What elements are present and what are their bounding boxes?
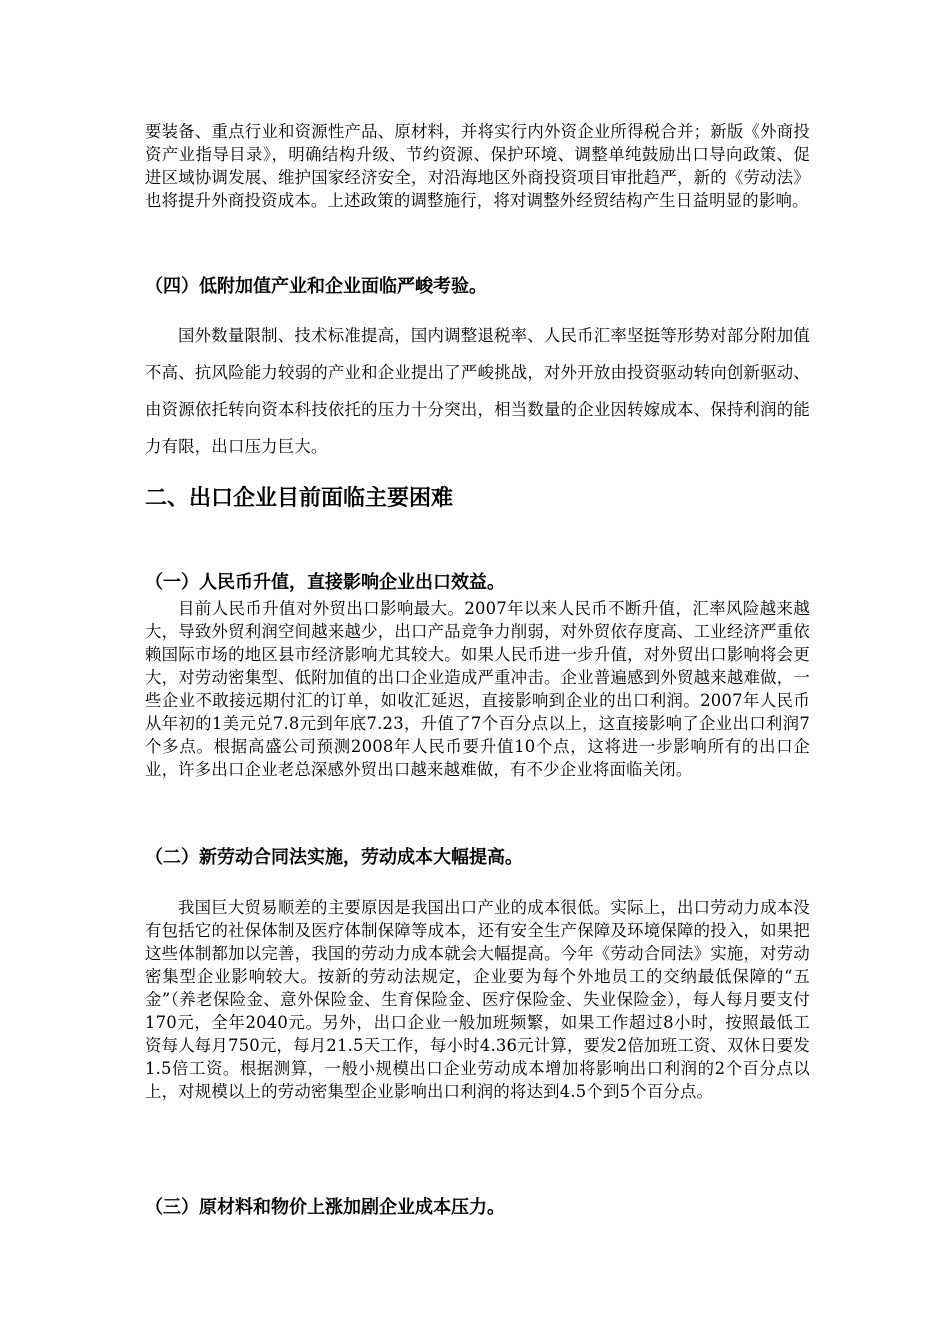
paragraph-labor-contract-law: 我国巨大贸易顺差的主要原因是我国出口产业的成本很低。实际上，出口劳动力成本没有包括它的社保体制及医疗体制保障等成本，还有安全生产保障及环境保障的投入，如果把这些体制都加以完善，我国的劳动力成本就会大幅提高。今年《劳动合同法》实施，对劳动密集型企业影响较大。按新的劳动法规定，企业要为每个外地员工的交纳最低保障的“五金”（养老保险金、意外保险金、生育保险金、医疗保险金、失业保险金），每人每月要支付170元，全年2040元。另外，出口企业一般加班频繁，如果工作超过8小时，按照最低工资每人每月750元，每月21.5天工作，每小时4.36元计算，要发2倍加班工资、双休日要发1.5倍工资。根据测算，一般小规模出口企业劳动成本增加将影响出口利润的2个百分点以上，对规模以上的劳动密集型企业影响出口利润的将达到4.5个到5个百分点。	[145, 898, 810, 1101]
section-title-export-difficulties: 二、出口企业目前面临主要困难	[145, 486, 454, 511]
heading-labor-contract-law: （二）新劳动合同法实施，劳动成本大幅提高。	[145, 847, 523, 868]
paragraph-low-value-industries: 国外数量限制、技术标准提高，国内调整退税率、人民币汇率坚挺等形势对部分附加值不高、抗风险能力较弱的产业和企业提出了严峻挑战，对外开放由投资驱动转向创新驱动、由资源依托转向资本科技依托的压力十分突出，相当数量的企业因转嫁成本、保持利润的能力有限，出口压力巨大。	[145, 326, 810, 456]
paragraph-rmb-appreciation: 目前人民币升值对外贸出口影响最大。2007年以来人民币不断升值，汇率风险越来越大，导致外贸利润空间越来越少，出口产品竞争力削弱，对外贸依存度高、工业经济严重依赖国际市场的地区县市经济影响尤其较大。如果人民币进一步升值，对外贸出口影响将会更大，对劳动密集型、低附加值的出口企业造成严重冲击。企业普遍感到外贸越来越难做，一些企业不敢接远期付汇的订单，如收汇延迟，直接影响到企业的出口利润。2007年人民币从年初的1美元兑7.8元到年底7.23，升值了7个百分点以上，这直接影响了企业出口利润7个多点。根据高盛公司预测2008年人民币要升值10个点，这将进一步影响所有的出口企业，许多出口企业老总深感外贸出口越来越难做，有不少企业将面临关闭。	[145, 599, 810, 779]
heading-low-value-industries: （四）低附加值产业和企业面临严峻考验。	[145, 276, 487, 297]
heading-rmb-appreciation: （一）人民币升值，直接影响企业出口效益。	[145, 572, 505, 593]
intro-paragraph: 要装备、重点行业和资源性产品、原材料，并将实行内外资企业所得税合并；新版《外商投资产业指导目录》，明确结构升级、节约资源、保护环境、调整单纯鼓励出口导向政策、促进区域协调发展、维护国家经济安全，对沿海地区外商投资项目审批趋严，新的《劳动法》也将提升外商投资成本。上述政策的调整施行，将对调整外经贸结构产生日益明显的影响。	[145, 122, 810, 210]
heading-raw-material-costs: （三）原材料和物价上涨加剧企业成本压力。	[145, 1197, 505, 1218]
